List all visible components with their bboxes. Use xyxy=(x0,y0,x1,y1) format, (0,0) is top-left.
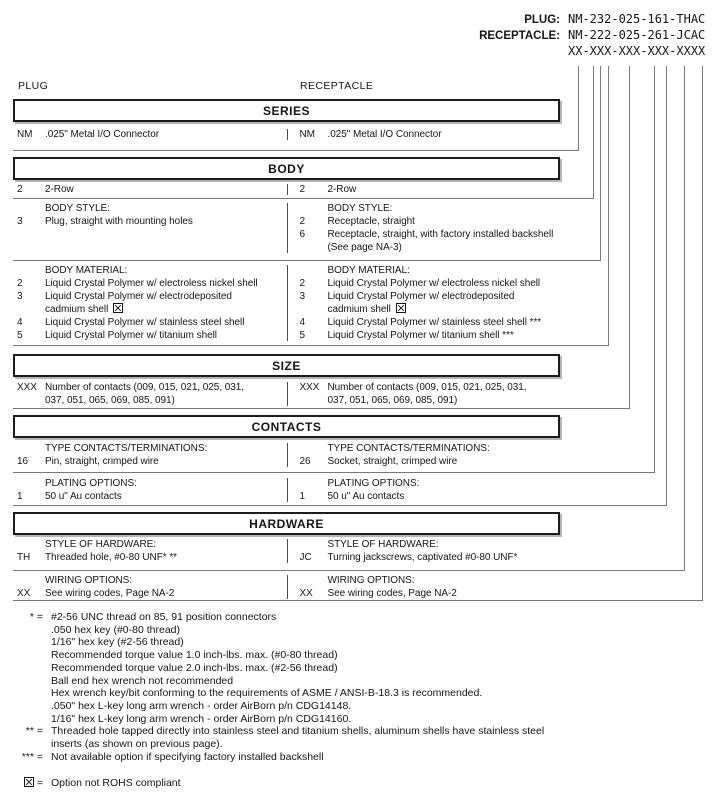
series-code: NM xyxy=(299,129,315,140)
part-number-mask-row xyxy=(479,44,705,60)
option-code: 2 xyxy=(299,278,306,289)
option-desc: cadmium shell xyxy=(327,304,391,315)
footnote-line xyxy=(13,687,705,700)
option-code: XX xyxy=(299,588,313,599)
footnote-marker: *** = xyxy=(21,750,43,763)
option-code: 26 xyxy=(299,456,311,467)
footnote-text: 1/16" hex key (#2-56 thread) xyxy=(51,636,184,649)
plating-row xyxy=(17,490,287,503)
receptacle-part-number-row xyxy=(479,28,705,44)
hardware-style-group xyxy=(13,538,560,564)
footnote-line xyxy=(13,713,705,726)
footnote-text: Recommended torque value 2.0 inch-lbs. max. (#2-56 thread) xyxy=(51,661,338,674)
body-material-row xyxy=(17,316,287,329)
footnote-line xyxy=(13,624,705,637)
footnote-line xyxy=(13,725,705,738)
option-code: 6 xyxy=(299,229,306,240)
size-group xyxy=(13,381,560,407)
option-desc: Receptacle, straight, with factory installed backshell xyxy=(327,229,554,240)
body-style-row xyxy=(17,215,287,228)
option-desc-continuation: (See page NA-3) xyxy=(327,242,402,253)
option-desc: Liquid Crystal Polymer w/ electroless nickel shell xyxy=(45,278,258,289)
body-material-label: BODY MATERIAL: xyxy=(327,265,410,276)
footnote-text: Recommended torque value 1.0 inch-lbs. max. (#0-80 thread) xyxy=(51,649,338,662)
option-desc-continuation xyxy=(328,303,561,316)
option-desc: Liquid Crystal Polymer w/ electrodeposited xyxy=(45,291,232,302)
contacts-type-label: TYPE CONTACTS/TERMINATIONS: xyxy=(45,443,208,454)
series-desc: .025" Metal I/O Connector xyxy=(327,129,442,140)
footnote-text: .050 hex key (#0-80 thread) xyxy=(51,623,180,636)
option-desc: Liquid Crystal Polymer w/ titanium shell xyxy=(45,330,217,341)
option-code: 5 xyxy=(17,330,23,341)
option-desc: 50 u" Au contacts xyxy=(327,491,405,502)
section-bar-series: SERIES xyxy=(13,99,560,122)
option-code: 3 xyxy=(17,291,23,302)
body-style-row xyxy=(300,215,561,228)
option-desc: Pin, straight, crimped wire xyxy=(45,456,159,467)
size-desc: Number of contacts (009, 015, 021, 025, 031, xyxy=(327,382,527,393)
footnote-text: Option not ROHS compliant xyxy=(51,777,181,790)
series-desc: .025" Metal I/O Connector xyxy=(45,129,160,140)
section-bar-body: BODY xyxy=(13,157,560,180)
option-desc: cadmium shell xyxy=(45,304,109,315)
body-style-row xyxy=(300,228,561,241)
footnote-line xyxy=(13,649,705,662)
footnote-line xyxy=(13,611,705,624)
body-style-group xyxy=(13,202,560,254)
plating-label: PLATING OPTIONS: xyxy=(327,478,420,489)
body-style-label: BODY STYLE: xyxy=(45,203,110,214)
section-bar-hardware: HARDWARE xyxy=(13,512,560,535)
footnote-text: Ball end hex wrench not recommended xyxy=(51,674,234,687)
wiring-row xyxy=(17,587,287,600)
contacts-type-group xyxy=(13,442,560,468)
size-desc: Number of contacts (009, 015, 021, 025, 031, xyxy=(45,382,245,393)
body-row-code: 2 xyxy=(299,184,306,195)
option-code: JC xyxy=(299,552,312,563)
option-desc: Liquid Crystal Polymer w/ electroless nickel shell xyxy=(327,278,541,289)
option-desc: Turning jackscrews, captivated #0-80 UNF* xyxy=(327,552,518,563)
footnote-text: #2-56 UNC thread on 85, 91 position connectors xyxy=(51,611,277,623)
contacts-type-label: TYPE CONTACTS/TERMINATIONS: xyxy=(327,443,490,454)
option-code: 16 xyxy=(17,456,29,467)
footnote-marker: ** = xyxy=(25,725,43,738)
not-rohs-icon xyxy=(396,303,406,313)
option-code: 1 xyxy=(17,491,23,502)
footnote-line xyxy=(13,751,705,764)
footnote-text: inserts (as shown on previous page). xyxy=(51,738,223,751)
body-row-receptacle xyxy=(300,183,561,196)
part-number-block xyxy=(479,12,705,60)
series-row-plug xyxy=(17,128,287,141)
body-row-code: 2 xyxy=(17,184,23,195)
option-desc: Liquid Crystal Polymer w/ electrodeposited xyxy=(327,291,515,302)
footnote-line xyxy=(13,700,705,713)
body-material-group xyxy=(13,264,560,342)
option-desc: Liquid Crystal Polymer w/ stainless steel shell xyxy=(45,317,245,328)
body-material-row xyxy=(300,277,561,290)
body-material-row xyxy=(17,290,287,303)
column-header-plug: PLUG xyxy=(18,80,49,92)
hardware-style-row xyxy=(300,551,561,564)
series-row-receptacle xyxy=(300,128,561,141)
option-code: TH xyxy=(17,552,31,563)
plug-part-number: NM-232-025-161-THAC xyxy=(568,12,706,26)
wiring-group xyxy=(13,574,560,600)
option-desc: Liquid Crystal Polymer w/ titanium shell *** xyxy=(327,330,514,341)
column-header-receptacle: RECEPTACLE xyxy=(300,80,374,92)
hardware-style-label: STYLE OF HARDWARE: xyxy=(45,539,156,550)
series-code: NM xyxy=(17,129,33,140)
body-row-desc: 2-Row xyxy=(327,184,357,195)
footnote-line xyxy=(13,662,705,675)
hardware-style-row xyxy=(17,551,287,564)
not-rohs-icon xyxy=(113,303,123,313)
option-desc-continuation xyxy=(45,303,287,316)
footnote-text: 1/16" hex L-key long arm wrench - order AirBorn p/n CDG14160. xyxy=(51,712,352,725)
receptacle-part-number: NM-222-025-261-JCAC xyxy=(568,28,706,42)
footnotes xyxy=(13,611,705,790)
option-desc: Receptacle, straight xyxy=(327,216,415,227)
equals-sign: = xyxy=(36,777,43,790)
body-material-row xyxy=(300,290,561,303)
footnote-line xyxy=(13,738,705,751)
size-code: XXX xyxy=(299,382,320,393)
wiring-label: WIRING OPTIONS: xyxy=(45,575,133,586)
body-material-row xyxy=(300,329,561,342)
option-desc: Socket, straight, crimped wire xyxy=(327,456,458,467)
option-code: 3 xyxy=(299,291,306,302)
hardware-style-label: STYLE OF HARDWARE: xyxy=(327,539,439,550)
not-rohs-icon xyxy=(24,777,34,787)
plug-label: PLUG: xyxy=(524,14,560,26)
series-group xyxy=(13,128,560,141)
wiring-row xyxy=(300,587,561,600)
contacts-type-row xyxy=(17,455,287,468)
option-desc: Threaded hole, #0-80 UNF* ** xyxy=(45,552,178,563)
body-row-plug xyxy=(17,183,287,196)
receptacle-label: RECEPTACLE: xyxy=(479,30,560,42)
body-style-label: BODY STYLE: xyxy=(327,203,393,214)
footnote-marker: * = xyxy=(29,611,43,623)
plating-group xyxy=(13,477,560,503)
wiring-label: WIRING OPTIONS: xyxy=(327,575,415,586)
footnote-text: Hex wrench key/bit conforming to the requirements of ASME / ANSI-B-18.3 is recommended. xyxy=(51,687,483,700)
size-desc-continuation: 037, 051, 065, 069, 085, 091) xyxy=(45,395,175,406)
size-code: XXX xyxy=(17,382,37,393)
footnote-text: Not available option if specifying factory installed backshell xyxy=(51,750,324,763)
option-desc: See wiring codes, Page NA-2 xyxy=(327,588,457,599)
option-code: 5 xyxy=(299,330,306,341)
size-row-receptacle xyxy=(300,381,561,394)
plating-row xyxy=(300,490,561,503)
option-desc: 50 u" Au contacts xyxy=(45,491,122,502)
section-bar-contacts: CONTACTS xyxy=(13,415,560,438)
footnote-marker xyxy=(13,777,43,790)
option-code: 2 xyxy=(17,278,23,289)
footnote-line xyxy=(13,636,705,649)
option-code: XX xyxy=(17,588,31,599)
body-row-group xyxy=(13,183,560,196)
option-code: 2 xyxy=(299,216,306,227)
option-desc: See wiring codes, Page NA-2 xyxy=(45,588,175,599)
footnote-line-rohs xyxy=(13,777,705,790)
option-desc: Liquid Crystal Polymer w/ stainless steel shell *** xyxy=(327,317,542,328)
contacts-type-row xyxy=(300,455,561,468)
option-desc: Plug, straight with mounting holes xyxy=(45,216,193,227)
option-code: 1 xyxy=(299,491,306,502)
option-code: 4 xyxy=(299,317,306,328)
section-bar-size: SIZE xyxy=(13,354,560,377)
part-number-mask: XX-XXX-XXX-XXX-XXXX xyxy=(568,44,706,58)
footnote-line xyxy=(13,675,705,688)
option-code: 3 xyxy=(17,216,23,227)
plating-label: PLATING OPTIONS: xyxy=(45,478,137,489)
body-material-label: BODY MATERIAL: xyxy=(45,265,128,276)
footnote-text: .050" hex L-key long arm wrench - order AirBorn p/n CDG14148. xyxy=(51,699,352,712)
body-material-row xyxy=(300,316,561,329)
plug-part-number-row xyxy=(479,12,705,28)
size-desc-continuation: 037, 051, 065, 069, 085, 091) xyxy=(327,395,458,406)
body-material-row xyxy=(17,277,287,290)
option-code: 4 xyxy=(17,317,23,328)
body-row-desc: 2-Row xyxy=(45,184,74,195)
body-material-row xyxy=(17,329,287,342)
size-row-plug xyxy=(17,381,287,394)
footnote-text: Threaded hole tapped directly into stainless steel and titanium shells, aluminum shells have stainless steel xyxy=(51,725,545,738)
